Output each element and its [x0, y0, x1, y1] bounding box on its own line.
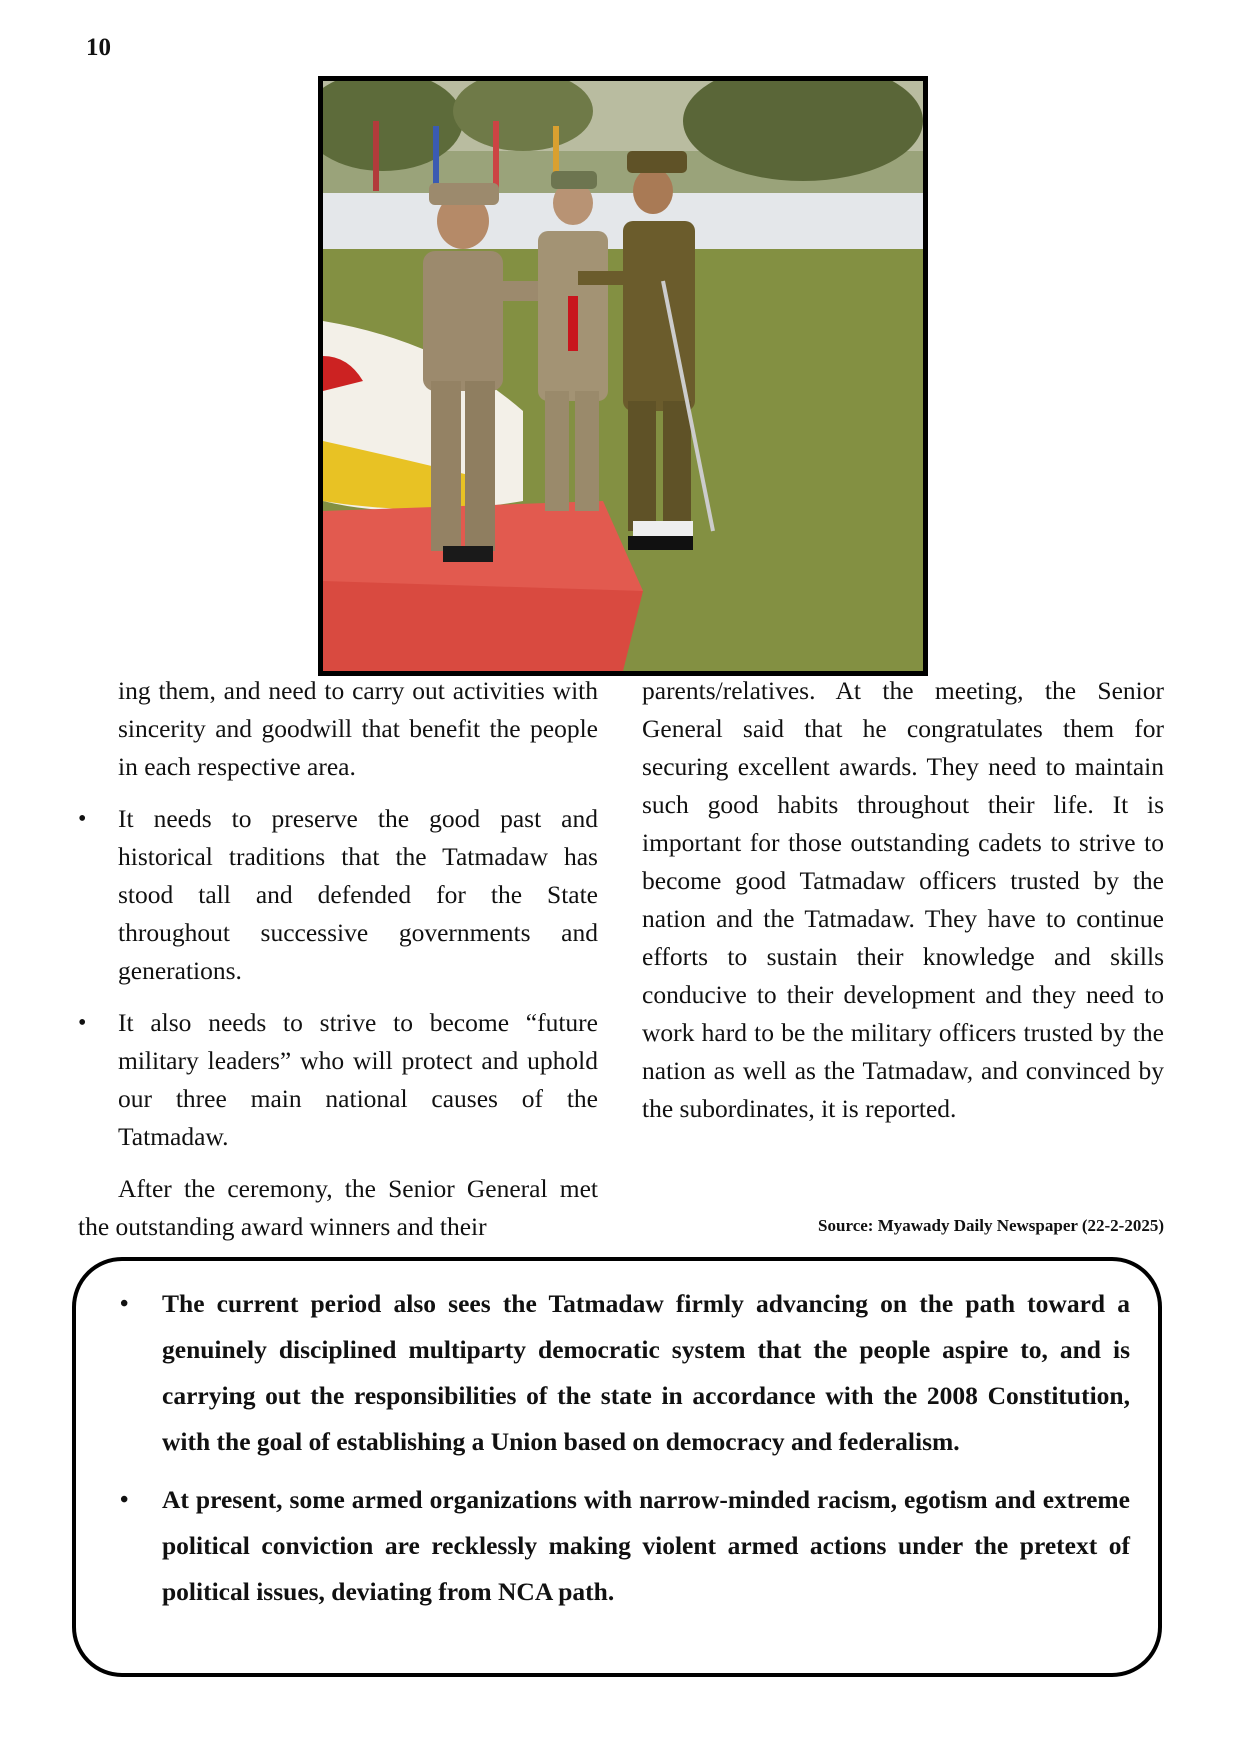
left-bullet-list	[78, 800, 598, 1156]
left-bullet-item: • It also needs to strive to become “future military leaders” who will protect and uphold our three main national causes of the Tatmadaw.	[78, 1004, 598, 1156]
right-column	[642, 672, 1164, 1128]
right-paragraph: parents/relatives. At the meeting, the Senior General said that he congratulates them for securing excellent awards. They need to maintain such good habits throughout their life. It is important for those outstanding cadets to strive to become good Tatmadaw officers trusted by the nation and the Tatmadaw. They have to continue efforts to sustain their knowledge and skills conducive to their development and they need to work hard to be the military officers trusted by the nation as well as the Tatmadaw, and convinced by the subordinates, it is reported.	[642, 676, 1164, 1123]
ceremony-photo	[318, 76, 928, 676]
left-column	[78, 672, 598, 1246]
left-paragraph: After the ceremony, the Senior General met the outstanding award winners and their	[78, 1174, 598, 1241]
ceremony-photo-icon	[323, 81, 923, 671]
page-number: 10	[86, 34, 111, 61]
highlight-box	[72, 1257, 1162, 1677]
highlight-bullet-list	[76, 1261, 1158, 1615]
highlight-bullet-item: • At present, some armed organizations with narrow-minded racism, egotism and extreme political conviction are recklessly making violent armed actions under the pretext of political issues, deviating from NCA path.	[104, 1477, 1130, 1615]
source-citation: Source: Myawady Daily Newspaper (22-2-2025)	[818, 1216, 1164, 1235]
left-bullet-item: • It needs to preserve the good past and historical traditions that the Tatmadaw has stood tall and defended for the State throughout successive governments and generations.	[78, 800, 598, 990]
highlight-bullet-item: • The current period also sees the Tatmadaw firmly advancing on the path toward a genuinely disciplined multiparty democratic system that the people aspire to, and is carrying out the responsibilities of the state in accordance with the 2008 Constitution, with the goal of establishing a Union based on democracy and federalism.	[104, 1281, 1130, 1465]
left-continuation-text: ing them, and need to carry out activities with sincerity and goodwill that benefit the people in each respective area.	[118, 676, 598, 781]
